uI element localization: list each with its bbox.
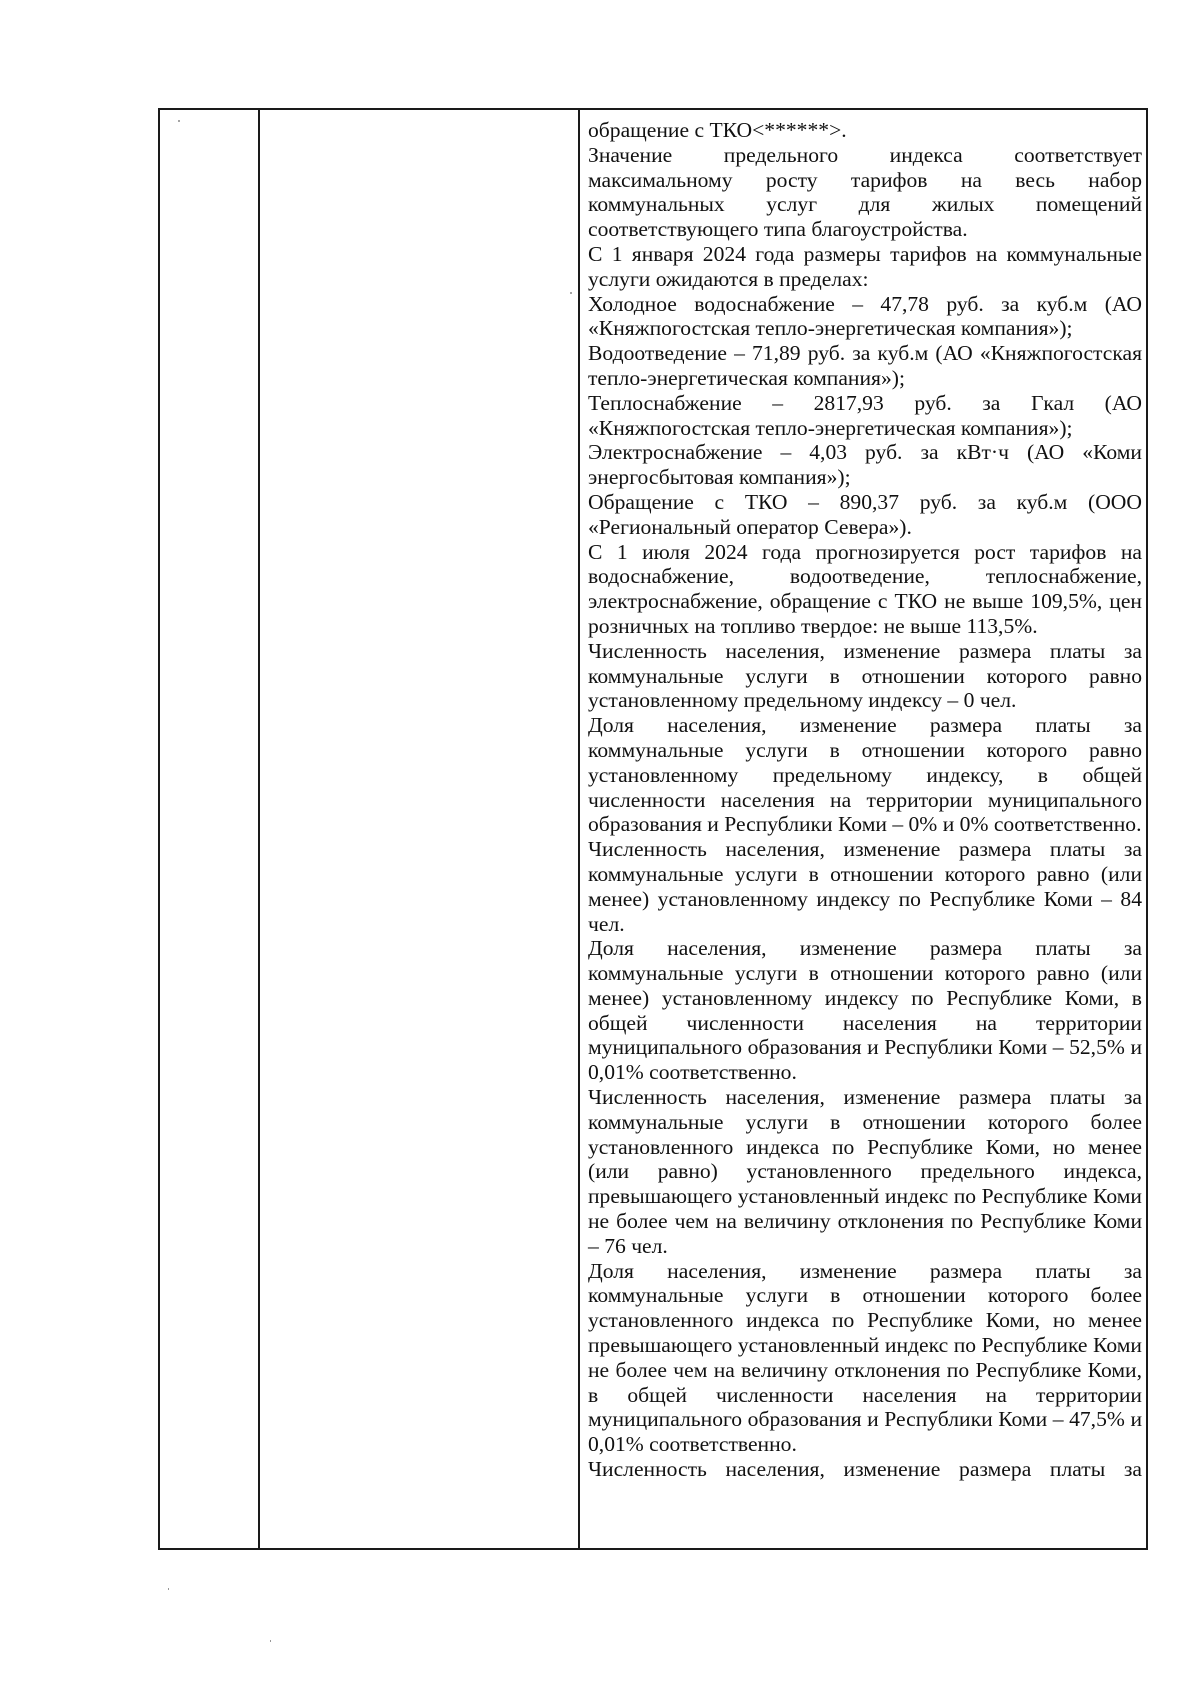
- scan-speck: [270, 1640, 271, 1642]
- scan-speck: [168, 1588, 169, 1590]
- table-column-2: [260, 110, 580, 1548]
- table-column-3: [580, 110, 1146, 1548]
- table-paragraph: Доля населения, изменение размера платы за коммунальные услуги в отношении которого равно установленному предельному индексу, в общей численности населения на территории муниципального образования и Республики Коми – 0% и 0% соответственно.: [588, 713, 1142, 837]
- table-paragraph: Доля населения, изменение размера платы за коммунальные услуги в отношении которого более установленного индекса по Республике Коми, но менее превышающего установленный индекс по Республике Коми не более чем на величину отклонения по Республике Коми, в общей численности населения на территории муниципального образования и Республики Коми – 47,5% и 0,01% соответственно.: [588, 1258, 1142, 1457]
- scan-speck: [178, 120, 180, 122]
- table-paragraph: Теплоснабжение – 2817,93 руб. за Гкал (АО «Княжпогостская тепло-энергетическая компания»);: [588, 390, 1142, 440]
- table-paragraph: Холодное водоснабжение – 47,78 руб. за куб.м (АО «Княжпогостская тепло-энергетическая компания»);: [588, 291, 1142, 341]
- table-paragraph: Численность населения, изменение размера платы за коммунальные услуги в отношении которого более установленного индекса по Республике Коми, но менее (или равно) установленного предельного индекса, превышающего установленный индекс по Республике Коми не более чем на величину отклонения по Республике Коми – 76 чел.: [588, 1085, 1142, 1258]
- document-table: [158, 108, 1148, 1550]
- table-paragraph: обращение с ТКО<******>.: [588, 118, 847, 142]
- table-paragraph: Численность населения, изменение размера платы за: [588, 1457, 1142, 1482]
- table-paragraph: С 1 января 2024 года размеры тарифов на коммунальные услуги ожидаются в пределах:: [588, 241, 1142, 291]
- table-paragraph: Электроснабжение – 4,03 руб. за кВт·ч (АО «Коми энергосбытовая компания»);: [588, 440, 1142, 490]
- table-paragraph: Численность населения, изменение размера платы за коммунальные услуги в отношении которого равно установленному предельному индексу – 0 чел.: [588, 638, 1142, 713]
- table-column-1: [160, 110, 260, 1548]
- table-paragraph: Значение предельного индекса соответствует максимальному росту тарифов на весь набор коммунальных услуг для жилых помещений соответствующего типа благоустройства.: [588, 142, 1142, 242]
- table-paragraph: Обращение с ТКО – 890,37 руб. за куб.м (ООО «Региональный оператор Севера»).: [588, 489, 1142, 539]
- table-paragraph: С 1 июля 2024 года прогнозируется рост тарифов на водоснабжение, водоотведение, теплоснабжение, электроснабжение, обращение с ТКО не выше 109,5%, цен розничных на топливо твердое: не выше 113,5%.: [588, 539, 1142, 638]
- table-paragraph: Водоотведение – 71,89 руб. за куб.м (АО «Княжпогостская тепло-энергетическая компания»);: [588, 341, 1142, 390]
- scan-speck: [570, 292, 572, 294]
- table-paragraph: Численность населения, изменение размера платы за коммунальные услуги в отношении которого равно (или менее) установленному индексу по Республике Коми – 84 чел.: [588, 837, 1142, 936]
- table-paragraph: Доля населения, изменение размера платы за коммунальные услуги в отношении которого равно (или менее) установленному индексу по Республике Коми, в общей численности населения на территории муниципального образования и Республики Коми – 52,5% и 0,01% соответственно.: [588, 936, 1142, 1085]
